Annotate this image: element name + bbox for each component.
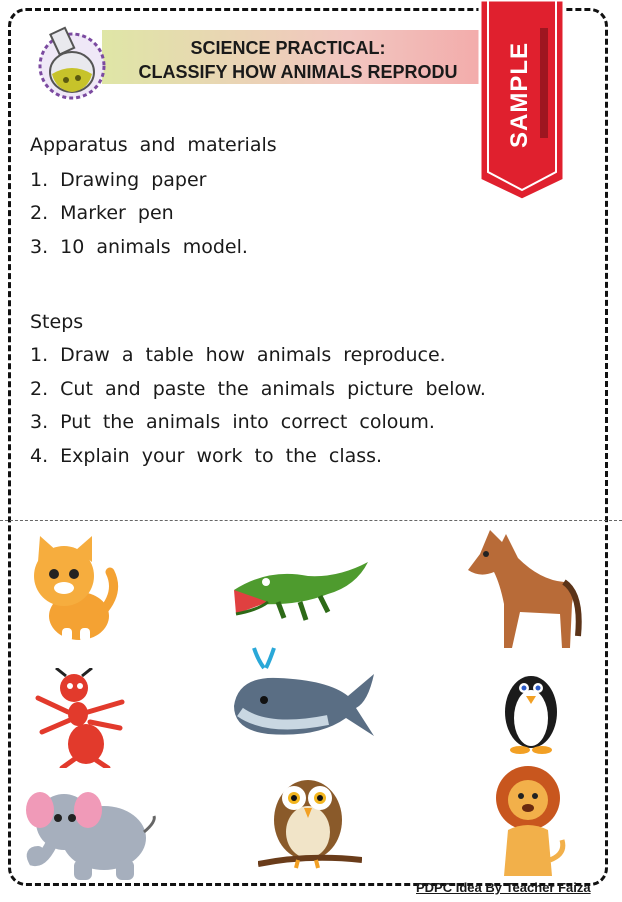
- credit-text: PDPC Idea By Teacher Faiza: [416, 880, 591, 895]
- crocodile-icon: [228, 552, 372, 628]
- title-line-1: SCIENCE PRACTICAL:: [190, 38, 386, 58]
- whale-icon: [228, 646, 376, 738]
- owl-icon: [258, 760, 362, 880]
- step-item: 2. Cut and paste the animals picture below.: [30, 378, 486, 400]
- title-line-2: CLASSIFY HOW ANIMALS REPRODU: [138, 62, 458, 82]
- cat-icon: [24, 532, 124, 644]
- apparatus-item: 1. Drawing paper: [30, 169, 207, 191]
- lion-icon: [492, 764, 566, 880]
- step-item: 3. Put the animals into correct coloum.: [30, 411, 435, 433]
- apparatus-heading: Apparatus and materials: [30, 134, 277, 156]
- apparatus-item: 3. 10 animals model.: [30, 236, 248, 258]
- apparatus-item: 2. Marker pen: [30, 202, 174, 224]
- cut-line: [0, 520, 622, 521]
- steps-heading: Steps: [30, 311, 84, 333]
- horse-icon: [460, 524, 582, 650]
- sample-label: SAMPLE: [506, 42, 533, 149]
- step-item: 1. Draw a table how animals reproduce.: [30, 344, 446, 366]
- ant-icon: [32, 668, 128, 768]
- flask-icon: [36, 22, 108, 102]
- elephant-icon: [24, 782, 158, 882]
- step-item: 4. Explain your work to the class.: [30, 445, 383, 467]
- penguin-icon: [496, 660, 566, 754]
